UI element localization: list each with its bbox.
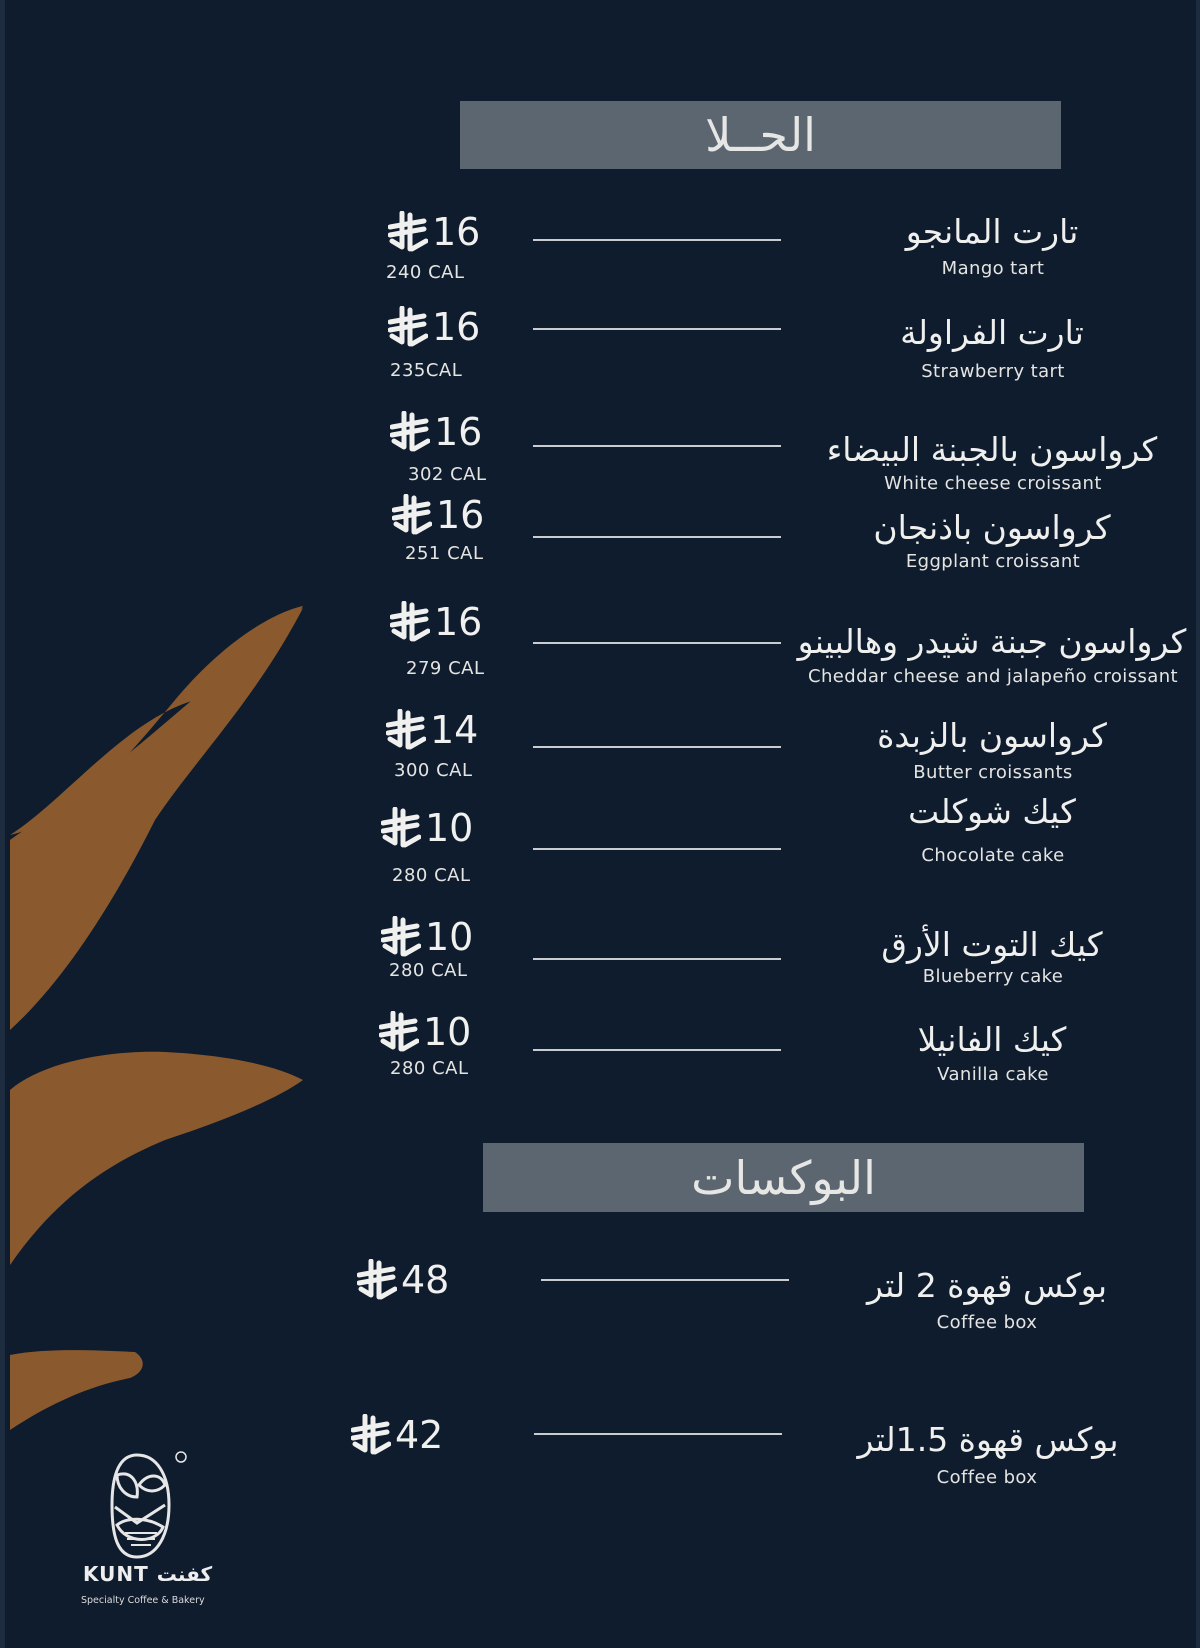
item-price	[379, 1010, 471, 1054]
item-calories: 251 CAL	[405, 543, 484, 564]
saudi-riyal-icon	[381, 916, 421, 958]
price-value: 16	[432, 210, 481, 254]
saudi-riyal-icon	[357, 1259, 397, 1301]
item-name-english: Butter croissants	[913, 762, 1073, 783]
item-price	[390, 600, 482, 644]
item-calories: 302 CAL	[408, 464, 487, 485]
section-header-boxes	[483, 1143, 1084, 1212]
item-name-english: White cheese croissant	[884, 473, 1102, 494]
item-price	[381, 806, 473, 850]
section-title: البوكسات	[691, 1150, 876, 1205]
item-calories: 235CAL	[390, 360, 463, 381]
item-divider-line	[533, 239, 781, 241]
saudi-riyal-icon	[392, 494, 432, 536]
price-value: 16	[434, 410, 483, 454]
item-price	[381, 915, 473, 959]
item-calories: 280 CAL	[390, 1058, 469, 1079]
item-divider-line	[533, 848, 781, 850]
item-divider-line	[534, 1433, 782, 1435]
item-name-arabic: كيك شوكلت	[908, 792, 1076, 831]
price-value: 14	[430, 708, 479, 752]
saudi-riyal-icon	[379, 1011, 419, 1053]
price-value: 10	[425, 806, 474, 850]
saudi-riyal-icon	[390, 411, 430, 453]
item-name-arabic: كرواسون باذنجان	[873, 508, 1111, 547]
item-name-arabic: كرواسون بالجبنة البيضاء	[826, 430, 1158, 469]
item-divider-line	[533, 958, 781, 960]
saudi-riyal-icon	[390, 601, 430, 643]
item-calories: 300 CAL	[394, 760, 473, 781]
item-price	[351, 1413, 443, 1457]
price-value: 10	[423, 1010, 472, 1054]
leaf-upper-body	[10, 608, 303, 1030]
price-value: 16	[434, 600, 483, 644]
brand-tagline: Specialty Coffee & Bakery	[81, 1595, 205, 1606]
item-name-arabic: كيك الفانيلا	[917, 1020, 1067, 1059]
item-name-arabic: بوكس قهوة 1.5لتر	[857, 1420, 1119, 1459]
leaf-bottom	[10, 1350, 143, 1430]
item-divider-line	[533, 746, 781, 748]
item-name-english: Coffee box	[936, 1467, 1038, 1488]
item-name-arabic: كرواسون بالزبدة	[877, 716, 1107, 755]
item-name-arabic: كرواسون جبنة شيدر وهالبينو	[797, 622, 1187, 661]
saudi-riyal-icon	[388, 306, 428, 348]
item-name-english: Vanilla cake	[937, 1064, 1049, 1085]
item-divider-line	[533, 642, 781, 644]
price-value: 48	[401, 1258, 450, 1302]
item-name-english: Cheddar cheese and jalapeño croissant	[808, 666, 1178, 687]
item-divider-line	[533, 328, 781, 330]
item-calories: 280 CAL	[392, 865, 471, 886]
item-divider-line	[533, 1049, 781, 1051]
item-name-arabic: بوكس قهوة 2 لتر	[866, 1266, 1108, 1305]
item-name-arabic: تارت المانجو	[905, 212, 1079, 251]
item-name-english: Coffee box	[936, 1312, 1038, 1333]
logo-icon	[77, 1445, 187, 1565]
item-name-english: Eggplant croissant	[905, 551, 1081, 572]
item-price	[357, 1258, 449, 1302]
item-price	[390, 410, 482, 454]
brand-name: KUNT كفنت	[83, 1562, 213, 1586]
item-calories: 240 CAL	[386, 262, 465, 283]
section-title: الحــلا	[705, 108, 816, 162]
item-price	[392, 493, 484, 537]
item-divider-line	[541, 1279, 789, 1281]
leaf-middle	[10, 1052, 303, 1265]
item-name-english: Blueberry cake	[922, 966, 1064, 987]
saudi-riyal-icon	[381, 807, 421, 849]
section-header-desserts	[460, 101, 1061, 169]
saudi-riyal-icon	[351, 1414, 391, 1456]
saudi-riyal-icon	[388, 211, 428, 253]
price-value: 42	[395, 1413, 444, 1457]
item-price	[386, 708, 478, 752]
item-calories: 279 CAL	[406, 658, 485, 679]
item-name-english: Strawberry tart	[921, 361, 1065, 382]
item-name-english: Chocolate cake	[921, 845, 1065, 866]
item-name-arabic: تارت الفراولة	[900, 313, 1084, 352]
item-name-english: Mango tart	[941, 258, 1045, 279]
item-divider-line	[533, 536, 781, 538]
price-value: 16	[432, 305, 481, 349]
item-name-arabic: كيك التوت الأرق	[881, 925, 1103, 964]
price-value: 10	[425, 915, 474, 959]
price-value: 16	[436, 493, 485, 537]
item-calories: 280 CAL	[389, 960, 468, 981]
item-divider-line	[533, 445, 781, 447]
item-price	[388, 210, 480, 254]
item-price	[388, 305, 480, 349]
brand-logo	[77, 1445, 213, 1615]
saudi-riyal-icon	[386, 709, 426, 751]
leaf-decoration	[5, 0, 305, 1440]
